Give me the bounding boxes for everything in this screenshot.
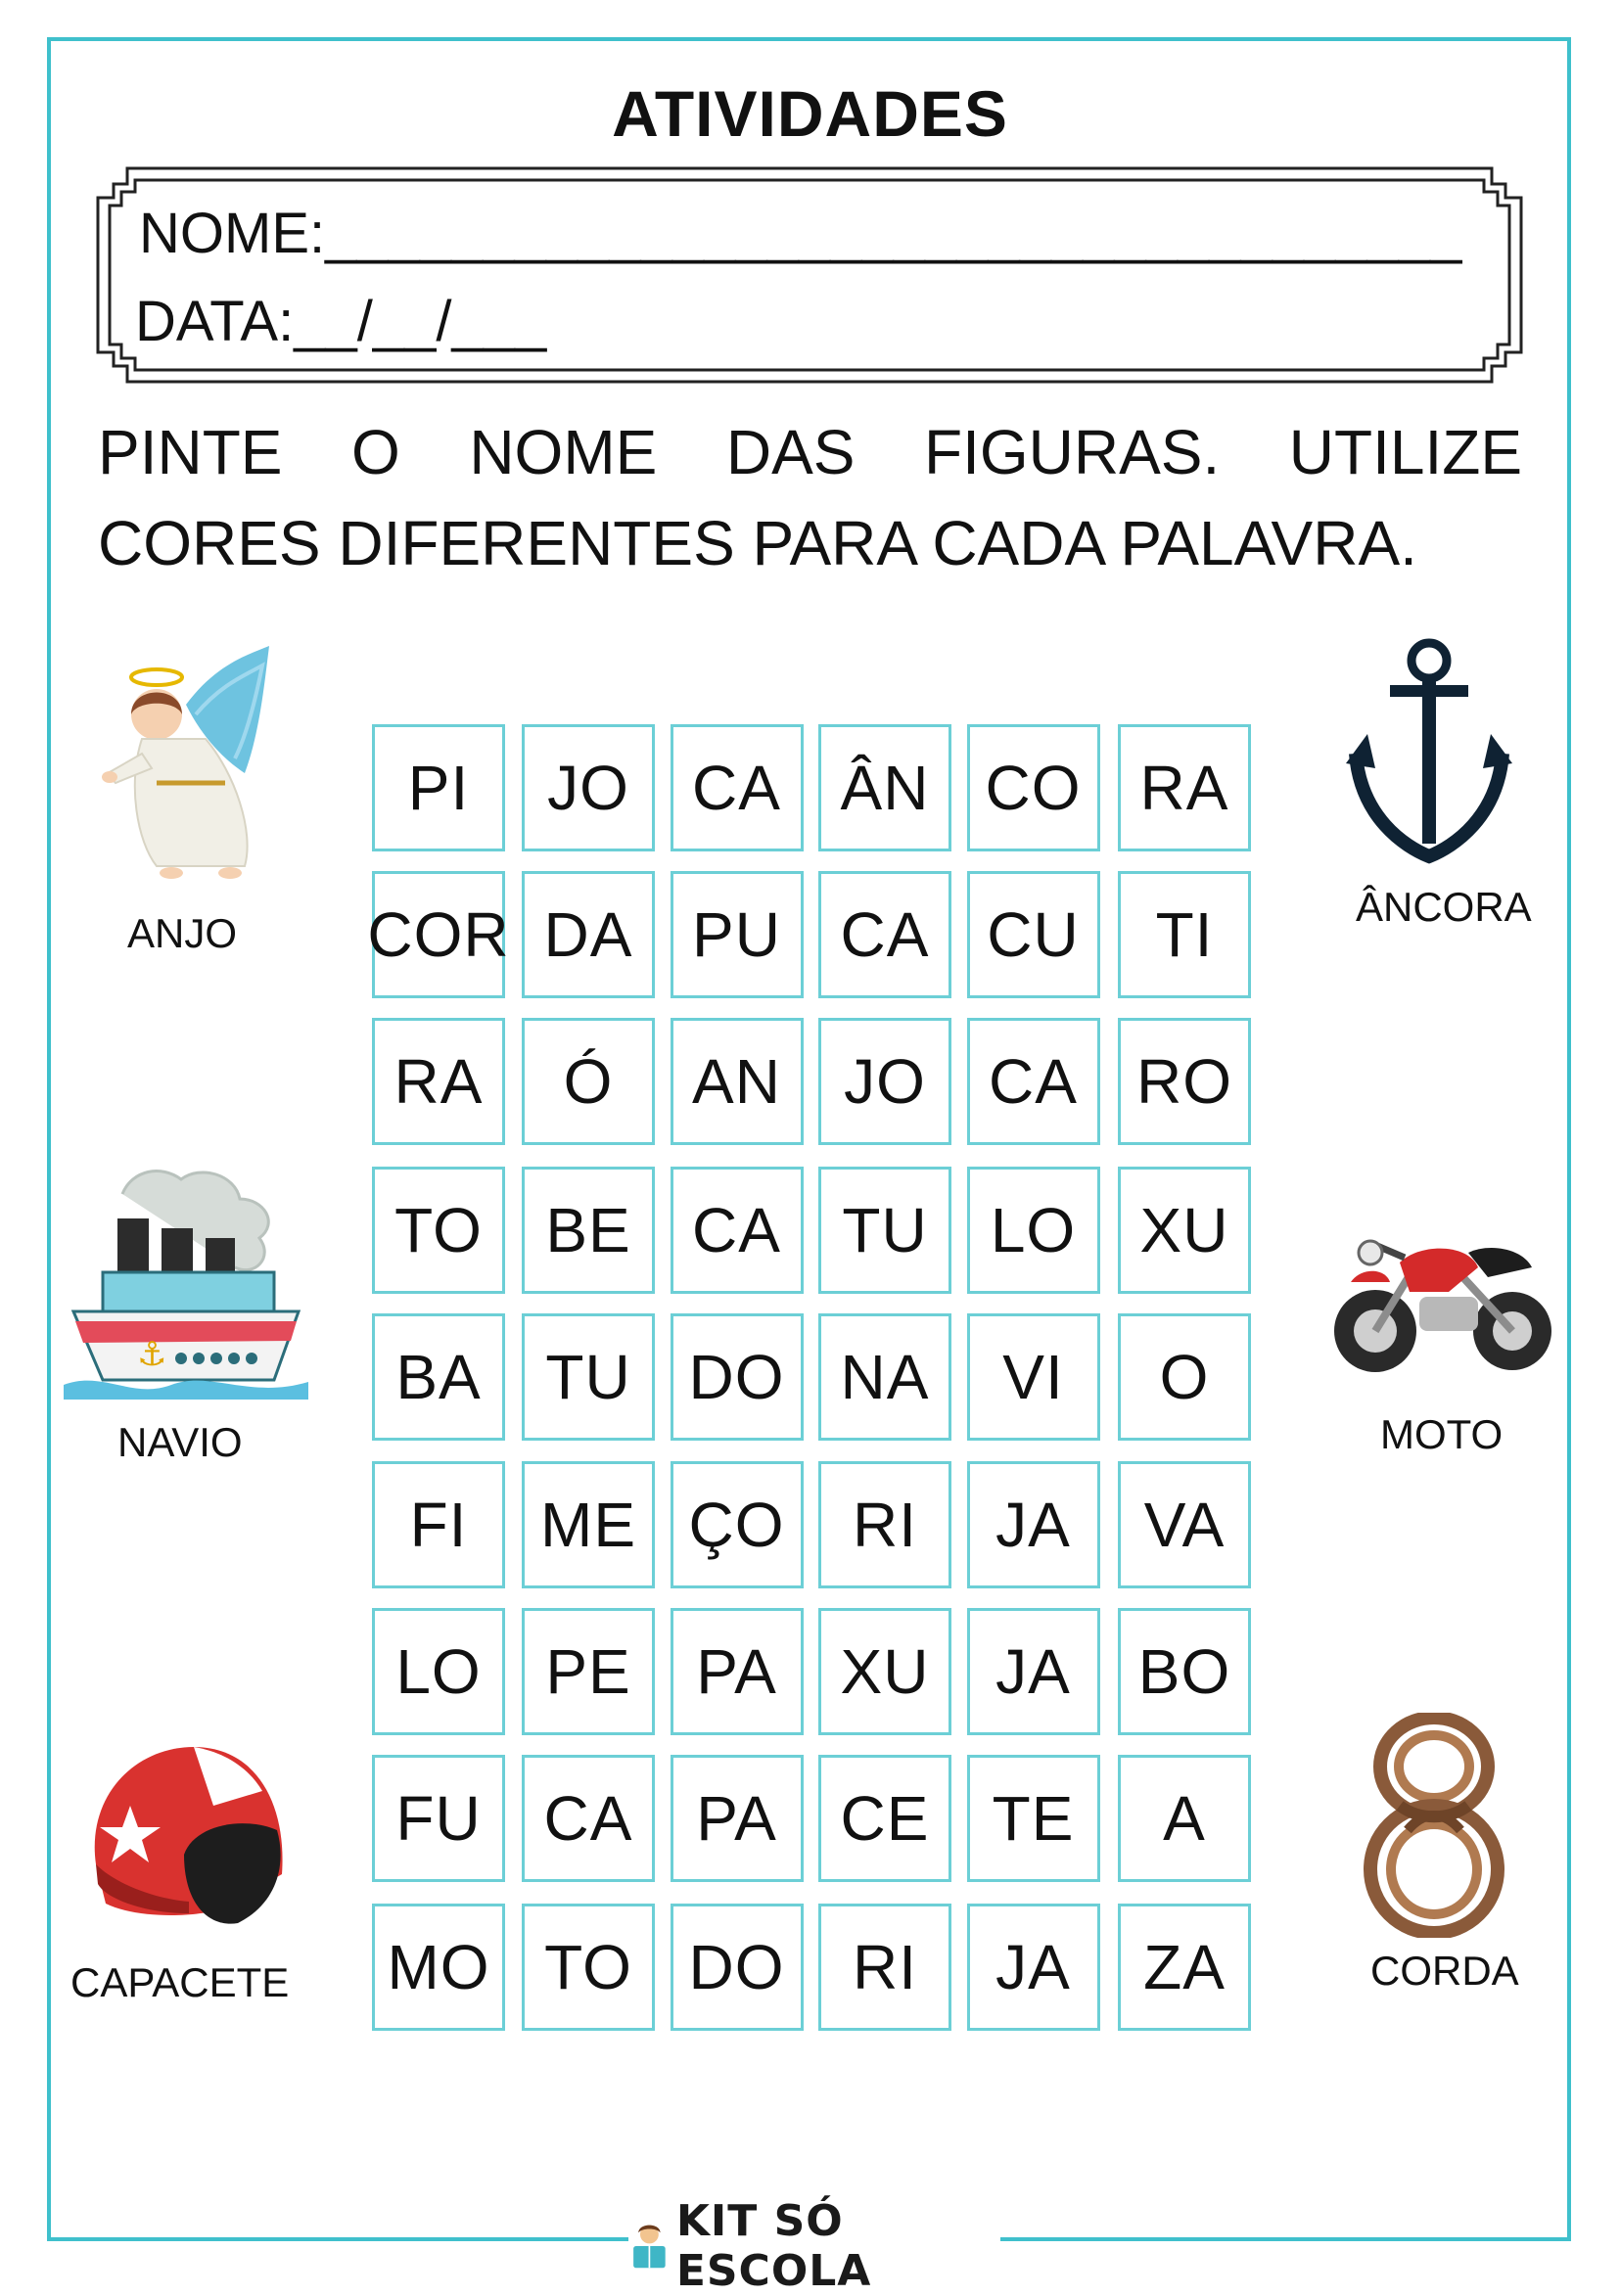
footer-logo	[628, 2196, 1000, 2296]
rope-icon	[1361, 1713, 1507, 1943]
ship-icon	[64, 1165, 318, 1414]
syllable-cell[interactable]: PU	[671, 871, 804, 998]
syllable-grid	[367, 724, 1273, 2041]
picture-label-navio: NAVIO	[117, 1419, 243, 1465]
syllable-cell[interactable]: RA	[372, 1018, 505, 1145]
name-field[interactable]: NOME:____________________________________	[139, 202, 1462, 265]
date-field[interactable]: DATA:__/__/___	[135, 290, 547, 353]
syllable-cell[interactable]: COR	[372, 871, 505, 998]
syllable-cell[interactable]: RO	[1118, 1018, 1251, 1145]
syllable-cell[interactable]: JO	[818, 1018, 951, 1145]
syllable-cell[interactable]: CA	[967, 1018, 1100, 1145]
syllable-cell[interactable]: PA	[671, 1608, 804, 1735]
syllable-cell[interactable]: ÇO	[671, 1461, 804, 1588]
syllable-cell[interactable]: JO	[522, 724, 655, 851]
picture-label-corda: CORDA	[1370, 1948, 1519, 1994]
svg-text:⚓: ⚓	[137, 1335, 167, 1374]
syllable-cell[interactable]: CA	[671, 724, 804, 851]
syllable-cell[interactable]: ME	[522, 1461, 655, 1588]
instruction-line-2: CORES DIFERENTES PARA CADA PALAVRA.	[98, 508, 1417, 578]
syllable-cell[interactable]: DO	[671, 1904, 804, 2031]
syllable-cell[interactable]: VA	[1118, 1461, 1251, 1588]
syllable-cell[interactable]: TU	[522, 1313, 655, 1441]
syllable-cell[interactable]: PI	[372, 724, 505, 851]
anchor-icon	[1346, 636, 1512, 871]
syllable-cell[interactable]: XU	[818, 1608, 951, 1735]
syllable-cell[interactable]: Ó	[522, 1018, 655, 1145]
syllable-cell[interactable]: ÂN	[818, 724, 951, 851]
syllable-cell[interactable]: AN	[671, 1018, 804, 1145]
syllable-cell[interactable]: DO	[671, 1313, 804, 1441]
syllable-cell[interactable]: PE	[522, 1608, 655, 1735]
picture-label-moto: MOTO	[1380, 1411, 1504, 1457]
syllable-cell[interactable]: CO	[967, 724, 1100, 851]
syllable-cell[interactable]: TI	[1118, 871, 1251, 998]
syllable-cell[interactable]: CA	[818, 871, 951, 998]
syllable-cell[interactable]: XU	[1118, 1167, 1251, 1294]
syllable-cell[interactable]: RI	[818, 1461, 951, 1588]
picture-label-capacete: CAPACETE	[70, 1959, 290, 2005]
syllable-cell[interactable]: RA	[1118, 724, 1251, 851]
syllable-cell[interactable]: FU	[372, 1755, 505, 1882]
helmet-icon	[76, 1737, 292, 1938]
angel-icon	[98, 646, 274, 895]
syllable-cell[interactable]: LO	[372, 1608, 505, 1735]
syllable-cell[interactable]: CU	[967, 871, 1100, 998]
syllable-cell[interactable]: CE	[818, 1755, 951, 1882]
syllable-cell[interactable]: NA	[818, 1313, 951, 1441]
syllable-cell[interactable]: RI	[818, 1904, 951, 2031]
picture-label-ancora: ÂNCORA	[1356, 884, 1532, 930]
syllable-cell[interactable]: A	[1118, 1755, 1251, 1882]
syllable-cell[interactable]: JA	[967, 1904, 1100, 2031]
page-title: ATIVIDADES	[612, 77, 1008, 150]
syllable-cell[interactable]: MO	[372, 1904, 505, 2031]
instruction-line-1: PINTE O NOME DAS FIGURAS. UTILIZE	[98, 417, 1522, 487]
syllable-cell[interactable]: VI	[967, 1313, 1100, 1441]
syllable-cell[interactable]: O	[1118, 1313, 1251, 1441]
syllable-cell[interactable]: TO	[522, 1904, 655, 2031]
reading-kid-icon	[628, 2217, 671, 2275]
syllable-cell[interactable]: TU	[818, 1167, 951, 1294]
syllable-cell[interactable]: CA	[522, 1755, 655, 1882]
syllable-cell[interactable]: BO	[1118, 1608, 1251, 1735]
syllable-cell[interactable]: PA	[671, 1755, 804, 1882]
syllable-cell[interactable]: TE	[967, 1755, 1100, 1882]
logo-text: KIT SÓ ESCOLA	[675, 2196, 872, 2296]
syllable-cell[interactable]: TO	[372, 1167, 505, 1294]
syllable-cell[interactable]: BA	[372, 1313, 505, 1441]
picture-label-anjo: ANJO	[127, 910, 238, 956]
syllable-cell[interactable]: BE	[522, 1167, 655, 1294]
syllable-cell[interactable]: FI	[372, 1461, 505, 1588]
syllable-cell[interactable]: JA	[967, 1608, 1100, 1735]
syllable-cell[interactable]: LO	[967, 1167, 1100, 1294]
motorcycle-icon	[1331, 1214, 1556, 1390]
syllable-cell[interactable]: CA	[671, 1167, 804, 1294]
syllable-cell[interactable]: JA	[967, 1461, 1100, 1588]
syllable-cell[interactable]: DA	[522, 871, 655, 998]
syllable-cell[interactable]: ZA	[1118, 1904, 1251, 2031]
